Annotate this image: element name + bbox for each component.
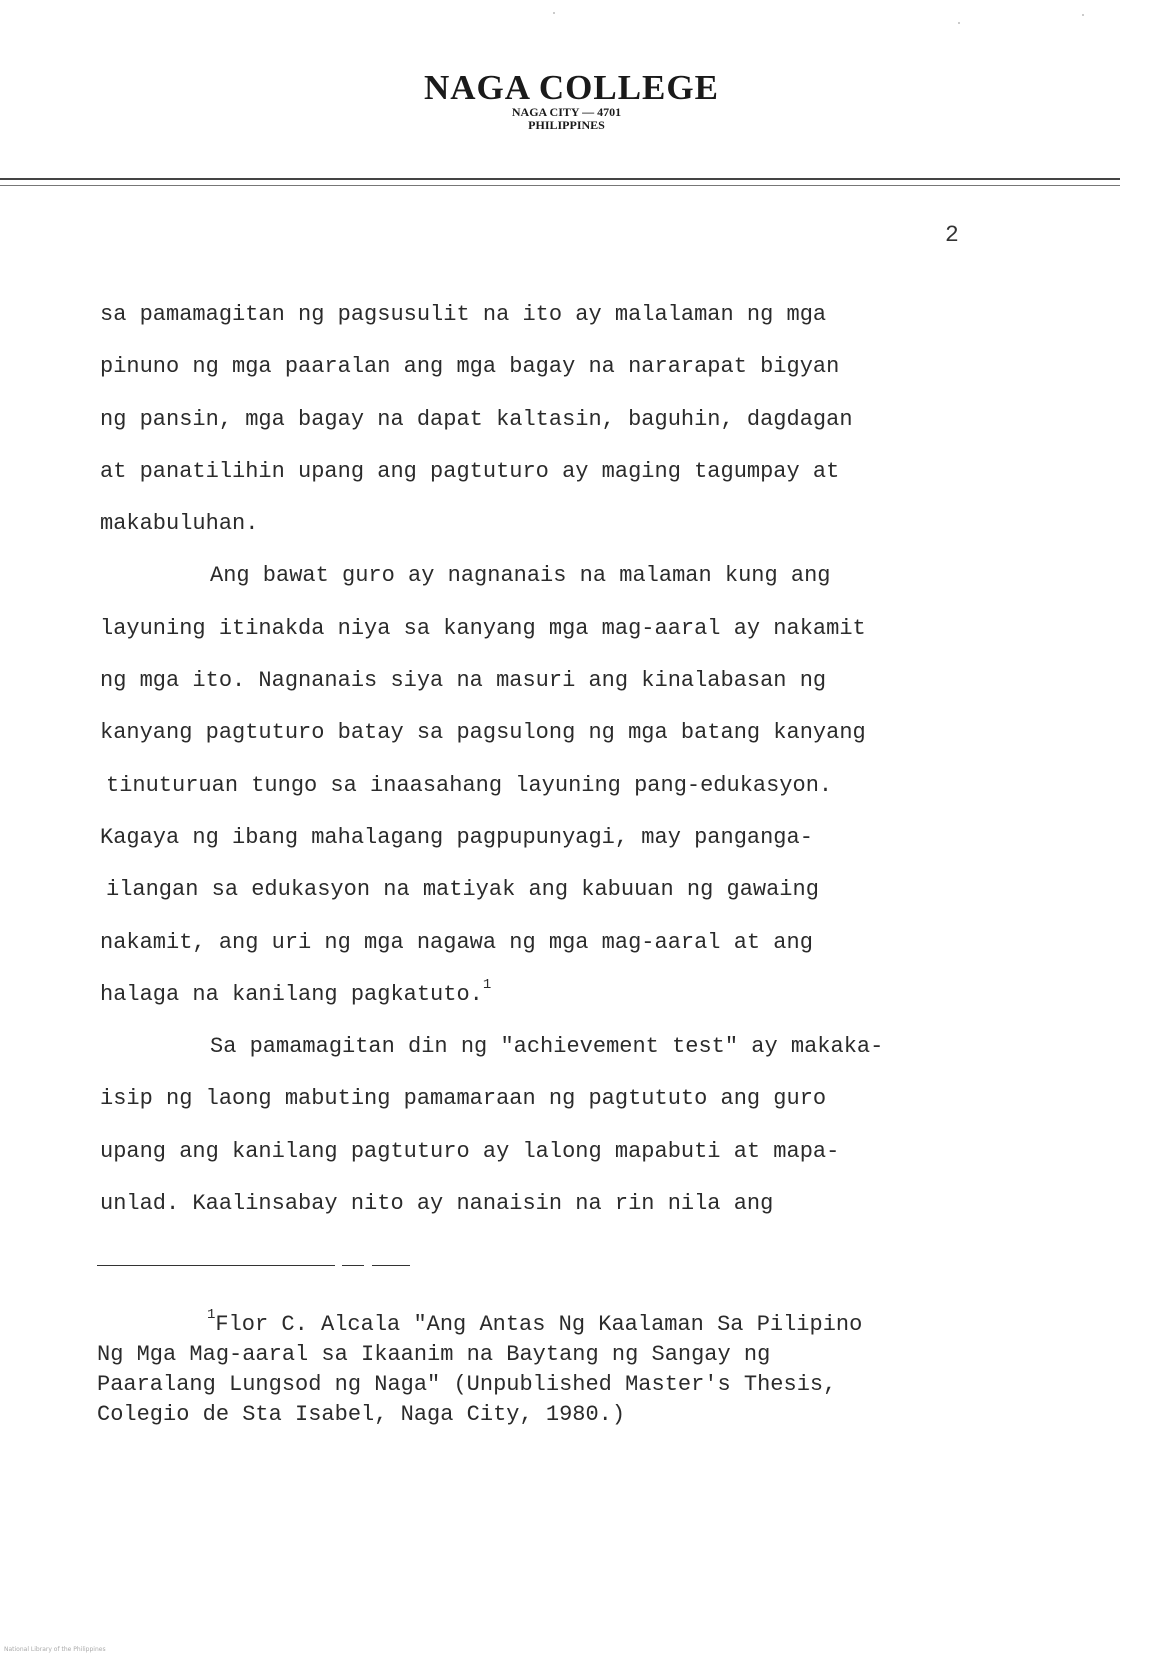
body-line: Ang bawat guro ay nagnanais na malaman kung ang [210,563,831,589]
scan-speck [1082,14,1084,16]
body-line: halaga na kanilang pagkatuto. [100,981,483,1007]
letterhead-rule-thick [0,178,1120,180]
scan-footer-text: National Library of the Philippines [4,1646,106,1653]
body-line: kanyang pagtuturo batay sa pagsulong ng mga batang kanyang [100,720,866,746]
body-line: unlad. Kaalinsabay nito ay nanaisin na rin nila ang [100,1191,774,1217]
scan-speck [958,22,960,24]
body-line: pinuno ng mga paaralan ang mga bagay na nararapat bigyan [100,354,840,380]
footnote-separator [97,1265,335,1266]
body-line: tinuturuan tungo sa inaasahang layuning pang-edukasyon. [106,772,833,798]
footnote-reference: 1 [482,976,492,993]
institution-country: PHILIPPINES [528,118,605,132]
footnote-line: Ng Mga Mag-aaral sa Ikaanim na Baytang ng Sangay ng [97,1342,771,1367]
body-line: ilangan sa edukasyon na matiyak ang kabuuan ng gawaing [106,877,819,903]
footnote-marker: 1 [207,1307,216,1323]
body-line-with-footnote [100,976,1100,1032]
body-line: layuning itinakda niya sa kanyang mga mag-aaral ay nakamit [100,615,866,641]
body-line: isip ng laong mabuting pamamaraan ng pagtututo ang guro [100,1086,827,1112]
footnote-line: Paaralang Lungsod ng Naga" (Unpublished Master's Thesis, [97,1372,837,1397]
institution-city: NAGA CITY — 4701 [511,105,622,119]
footnote [97,1307,1097,1430]
letterhead-rule-thin [0,185,1120,186]
letterhead [0,70,1173,132]
body-line: Sa pamamagitan din ng "achievement test" ay makaka- [210,1034,884,1060]
body-line: sa pamamagitan ng pagsusulit na ito ay malalaman ng mga [100,302,827,327]
body-line: makabuluhan. [100,511,259,537]
footnote-separator [372,1265,410,1266]
footnote-line [97,1307,1097,1340]
institution-name: NAGA COLLEGE [424,68,719,107]
body-line: ng pansin, mga bagay na dapat kaltasin, baguhin, dagdagan [100,406,853,432]
page-number: 2 [945,222,959,248]
body-line: at panatilihin upang ang pagtuturo ay maging tagumpay at [100,458,840,484]
body-line: Kagaya ng ibang mahalagang pagpupunyagi, may panganga- [100,824,813,850]
body-line: nakamit, ang uri ng mga nagawa ng mga mag-aaral at ang [100,929,813,955]
footnote-line-text: Flor C. Alcala "Ang Antas Ng Kaalaman Sa Pilipino [215,1312,863,1337]
body-text [100,300,1100,1241]
scan-speck [553,12,555,14]
footnote-separator [342,1265,364,1266]
footnote-line: Colegio de Sta Isabel, Naga City, 1980.) [97,1402,626,1427]
body-line: upang ang kanilang pagtuturo ay lalong mapabuti at mapa- [100,1138,840,1164]
body-line: ng mga ito. Nagnanais siya na masuri ang kinalabasan ng [100,668,827,694]
